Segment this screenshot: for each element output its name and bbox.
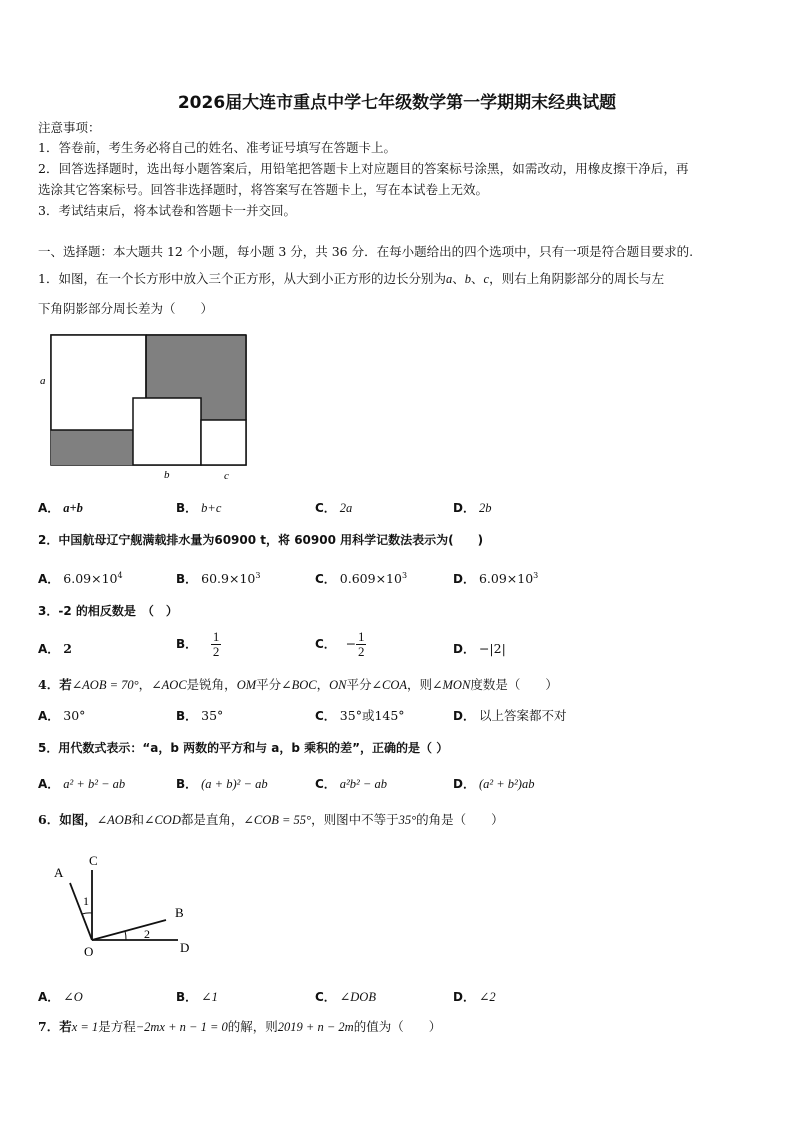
shaded-region-bottom-left — [51, 430, 133, 465]
question-1-option-d[interactable]: D． 2b — [453, 501, 492, 515]
question-1-option-c[interactable]: C． 2a — [315, 501, 353, 515]
notice-item-3: 3．考试结束后，将本试卷和答题卡一并交回。 — [38, 203, 296, 218]
question-2-option-a[interactable]: A． $6.09\times 10^4$ — [38, 571, 123, 586]
question-5-option-b[interactable]: B． (a + b)² − ab — [176, 777, 268, 791]
notice-item-2: 2．回答选择题时，选出每小题答案后，用铅笔把答题卡上对应题目的答案标号涂黑，如需改动，用橡皮擦干净后，再 — [38, 161, 689, 176]
square-c — [201, 420, 246, 465]
notice-heading: 注意事项： — [38, 120, 101, 135]
question-3-option-b[interactable]: B． $\frac{1}{2}$ — [176, 629, 220, 659]
label-B: B — [175, 905, 184, 920]
question-3-option-d[interactable]: D． −|2| — [453, 641, 506, 656]
page-title: 2026届大连市重点中学七年级数学第一学期期末经典试题 — [177, 93, 617, 113]
question-6-option-b[interactable]: B． ∠1 — [176, 990, 218, 1004]
question-7-stem: 7．若x = 1是方程−2mx + n − 1 = 0的解，则2019 + n − 2m的值为（ ） — [38, 1019, 442, 1034]
question-5-stem: 5．用代数式表示：“a，b 两数的平方和与 a，b 乘积的差”，正确的是（ ） — [38, 741, 449, 755]
label-b: b — [164, 469, 170, 481]
question-2-stem: 2．中国航母辽宁舰满载排水量为60900 t，将 60900 用科学记数法表示为( ) — [38, 533, 484, 547]
label-C: C — [89, 853, 98, 868]
question-4-option-d[interactable]: D． 以上答案都不对 — [453, 708, 567, 723]
section-heading: 一、选择题：本大题共 12 个小题，每小题 3 分，共 36 分．在每小题给出的四个选项中，只有一项是符合题目要求的. — [38, 244, 694, 259]
square-b — [133, 398, 201, 465]
question-5-option-a[interactable]: A． a² + b² − ab — [38, 777, 126, 791]
angle-1-label: 1 — [83, 894, 89, 908]
question-5-option-c[interactable]: C． a²b² − ab — [315, 777, 387, 791]
question-6-option-d[interactable]: D． ∠2 — [453, 990, 496, 1004]
angle-2-label: 2 — [144, 927, 150, 941]
question-4-option-b[interactable]: B． 35° — [176, 708, 224, 723]
question-6-figure — [48, 850, 208, 965]
label-D: D — [180, 940, 190, 955]
question-3-option-c[interactable]: C． − $\frac{1}{2}$ — [315, 629, 365, 659]
question-2-option-d[interactable]: D． $6.09\times 10^3$ — [453, 571, 539, 586]
question-2-option-c[interactable]: C． $0.609\times 10^3$ — [315, 571, 408, 586]
notice-item-1: 1．答卷前，考生务必将自己的姓名、准考证号填写在答题卡上。 — [38, 140, 396, 155]
label-c: c — [224, 470, 229, 482]
question-4-option-a[interactable]: A． 30° — [38, 708, 86, 723]
question-6-stem: 6．如图，∠AOB和∠COD都是直角，∠COB = 55°，则图中不等于35°的角是（ ） — [38, 812, 504, 827]
square-a — [51, 335, 146, 430]
question-1-stem: 1．如图，在一个长方形中放入三个正方形，从大到小正方形的边长分别为a、b、c，则右上角阴影部分的周长与左 — [38, 271, 665, 286]
question-1-option-b[interactable]: B． b+c — [176, 501, 222, 515]
question-1-stem-cont: 下角阴影部分周长差为（ ） — [38, 301, 214, 316]
question-1-figure — [36, 330, 256, 485]
question-4-stem: 4．若∠AOB = 70°，∠AOC是锐角，OM平分∠BOC，ON平分∠COA，则∠MON度数是（ ） — [38, 677, 558, 692]
label-a: a — [40, 375, 46, 387]
question-6-option-c[interactable]: C． ∠DOB — [315, 990, 376, 1004]
question-4-option-c[interactable]: C． 35°或145° — [315, 708, 405, 723]
question-2-option-b[interactable]: B． $60.9\times 10^3$ — [176, 571, 261, 586]
label-A: A — [54, 865, 64, 880]
question-6-option-a[interactable]: A． ∠O — [38, 990, 83, 1004]
notice-item-2-cont: 选涂其它答案标号。回答非选择题时，将答案写在答题卡上，写在本试卷上无效。 — [38, 182, 489, 197]
question-3-option-a[interactable]: A． 2 — [38, 641, 72, 656]
label-O: O — [84, 944, 94, 959]
question-3-stem: 3．-2 的相反数是 （ ） — [38, 604, 178, 618]
question-5-option-d[interactable]: D． (a² + b²)ab — [453, 777, 535, 791]
question-1-option-a[interactable]: A． a+b — [38, 501, 83, 515]
